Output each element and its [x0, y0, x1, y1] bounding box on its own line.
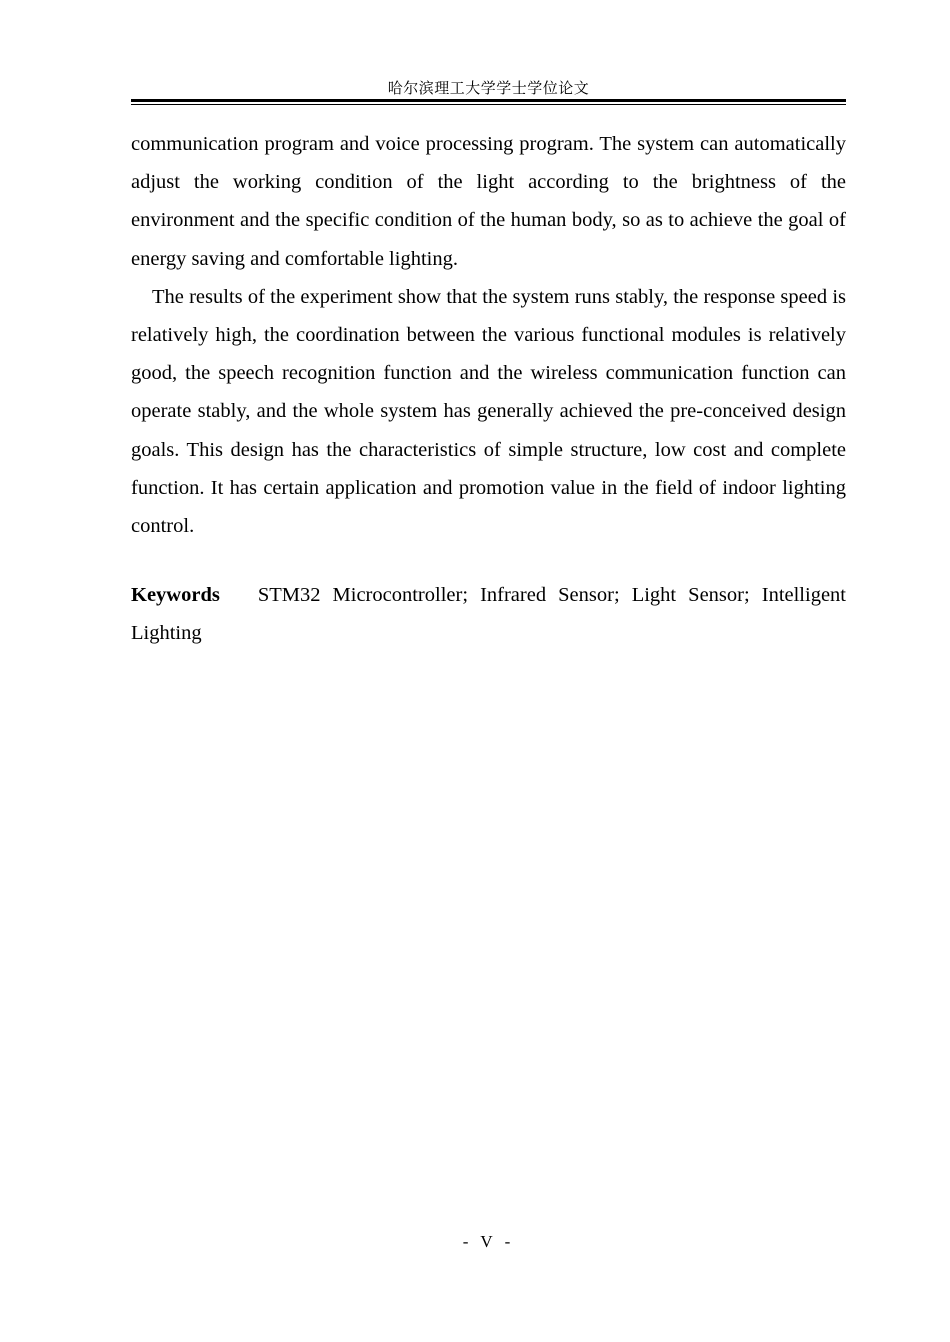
page-body	[131, 125, 846, 653]
keywords-line	[131, 576, 846, 652]
abstract-paragraph-continued: communication program and voice processing program. The system can automatically adjust the working condition of the light according to the brightness of the environment and the specific condition of the human body, so as to achieve the goal of energy saving and comfortable lighting.	[131, 133, 846, 270]
keywords-label: Keywords	[131, 584, 220, 607]
abstract-paragraph-results: The results of the experiment show that the system runs stably, the response speed is relatively high, the coordination between the various functional modules is relatively good, the speech recognition function and the wireless communication function can operate stably, and the whole system has generally achieved the pre-conceived design goals. This design has the characteristics of simple structure, low cost and complete function. It has certain application and promotion value in the field of indoor lighting control.	[131, 285, 846, 538]
page-number: - V -	[462, 1232, 515, 1251]
keywords-text: STM32 Microcontroller; Infrared Sensor; Light Sensor; Intelligent Lighting	[131, 584, 846, 645]
header-rule-thin	[131, 104, 846, 105]
running-header: 哈尔滨理工大学学士学位论文	[387, 79, 590, 97]
header-rule-thick	[131, 99, 846, 102]
